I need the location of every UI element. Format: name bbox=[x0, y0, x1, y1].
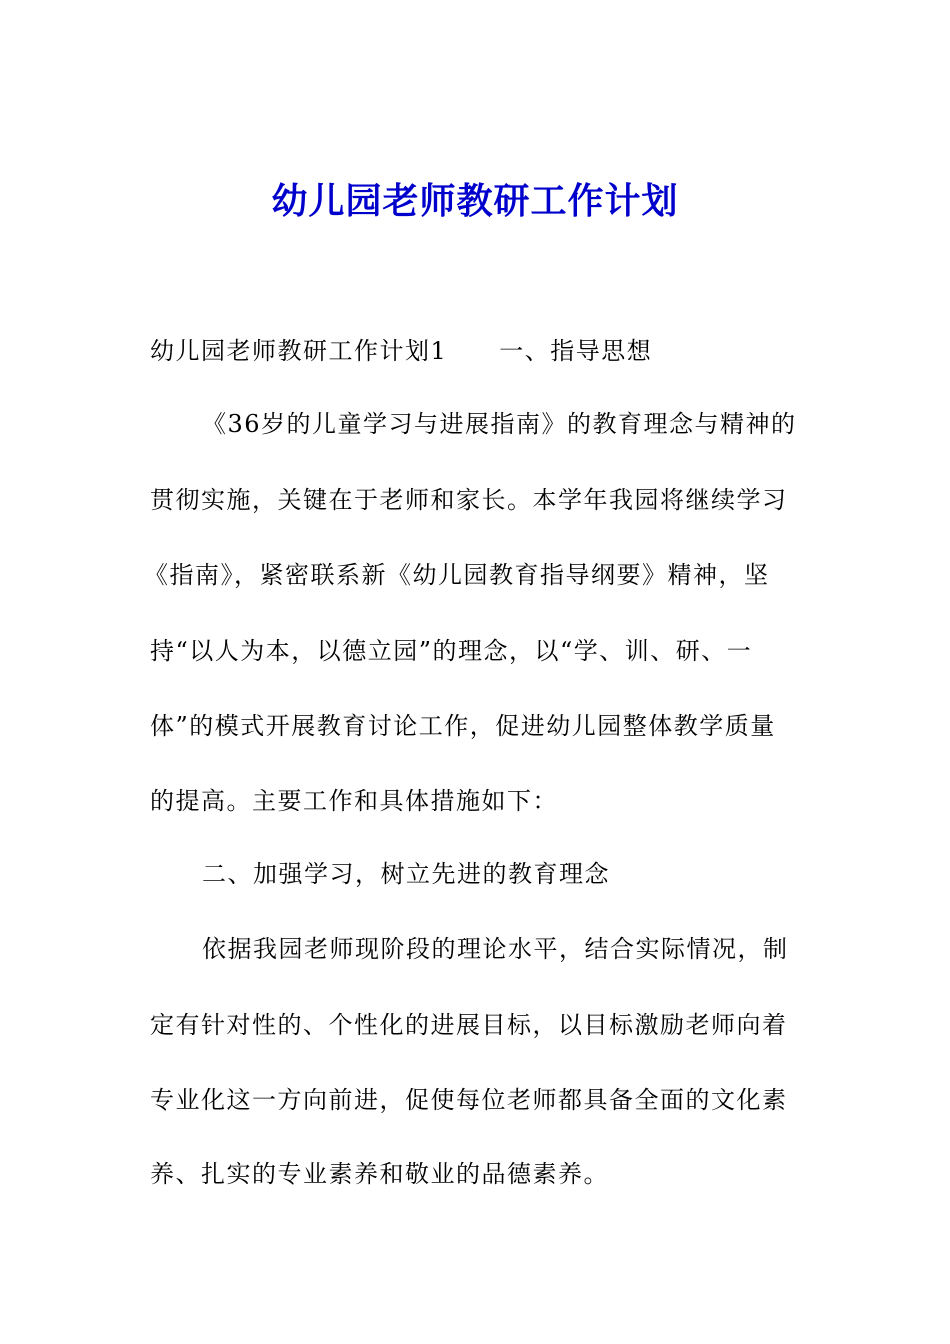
paragraph1-line: 《指南》，紧密联系新《幼儿园教育指导纲要》精神，坚 bbox=[144, 561, 770, 589]
paragraph1-line: 《36岁的儿童学习与进展指南》的教育理念与精神的 bbox=[202, 410, 797, 438]
section2-heading: 二、加强学习，树立先进的教育理念 bbox=[202, 860, 610, 888]
paragraph1-line: 体”的模式开展教育讨论工作，促进幼儿园整体教学质量 bbox=[150, 712, 776, 740]
paragraph2-line: 定有针对性的、个性化的进展目标，以目标激励老师向着 bbox=[150, 1011, 788, 1039]
paragraph2-line: 依据我园老师现阶段的理论水平，结合实际情况，制 bbox=[202, 935, 789, 963]
paragraph2-line: 专业化这一方向前进，促使每位老师都具备全面的文化素 bbox=[150, 1086, 788, 1114]
subtitle-line bbox=[150, 332, 652, 370]
document-body bbox=[144, 0, 797, 1344]
paragraph2-line: 养、扎实的专业素养和敬业的品德素养。 bbox=[150, 1160, 609, 1188]
document-title: 幼儿园老师教研工作计划 bbox=[271, 181, 679, 222]
paragraph1-line: 的提高。主要工作和具体措施如下： bbox=[150, 787, 558, 815]
document-subtitle: 幼儿园老师教研工作计划1 bbox=[150, 337, 448, 365]
paragraph1-line: 贯彻实施，关键在于老师和家长。本学年我园将继续学习 bbox=[150, 486, 788, 514]
section1-heading: 一、指导思想 bbox=[499, 337, 653, 365]
paragraph1-line: 持“以人为本，以德立园”的理念，以“学、训、研、一 bbox=[150, 637, 753, 665]
